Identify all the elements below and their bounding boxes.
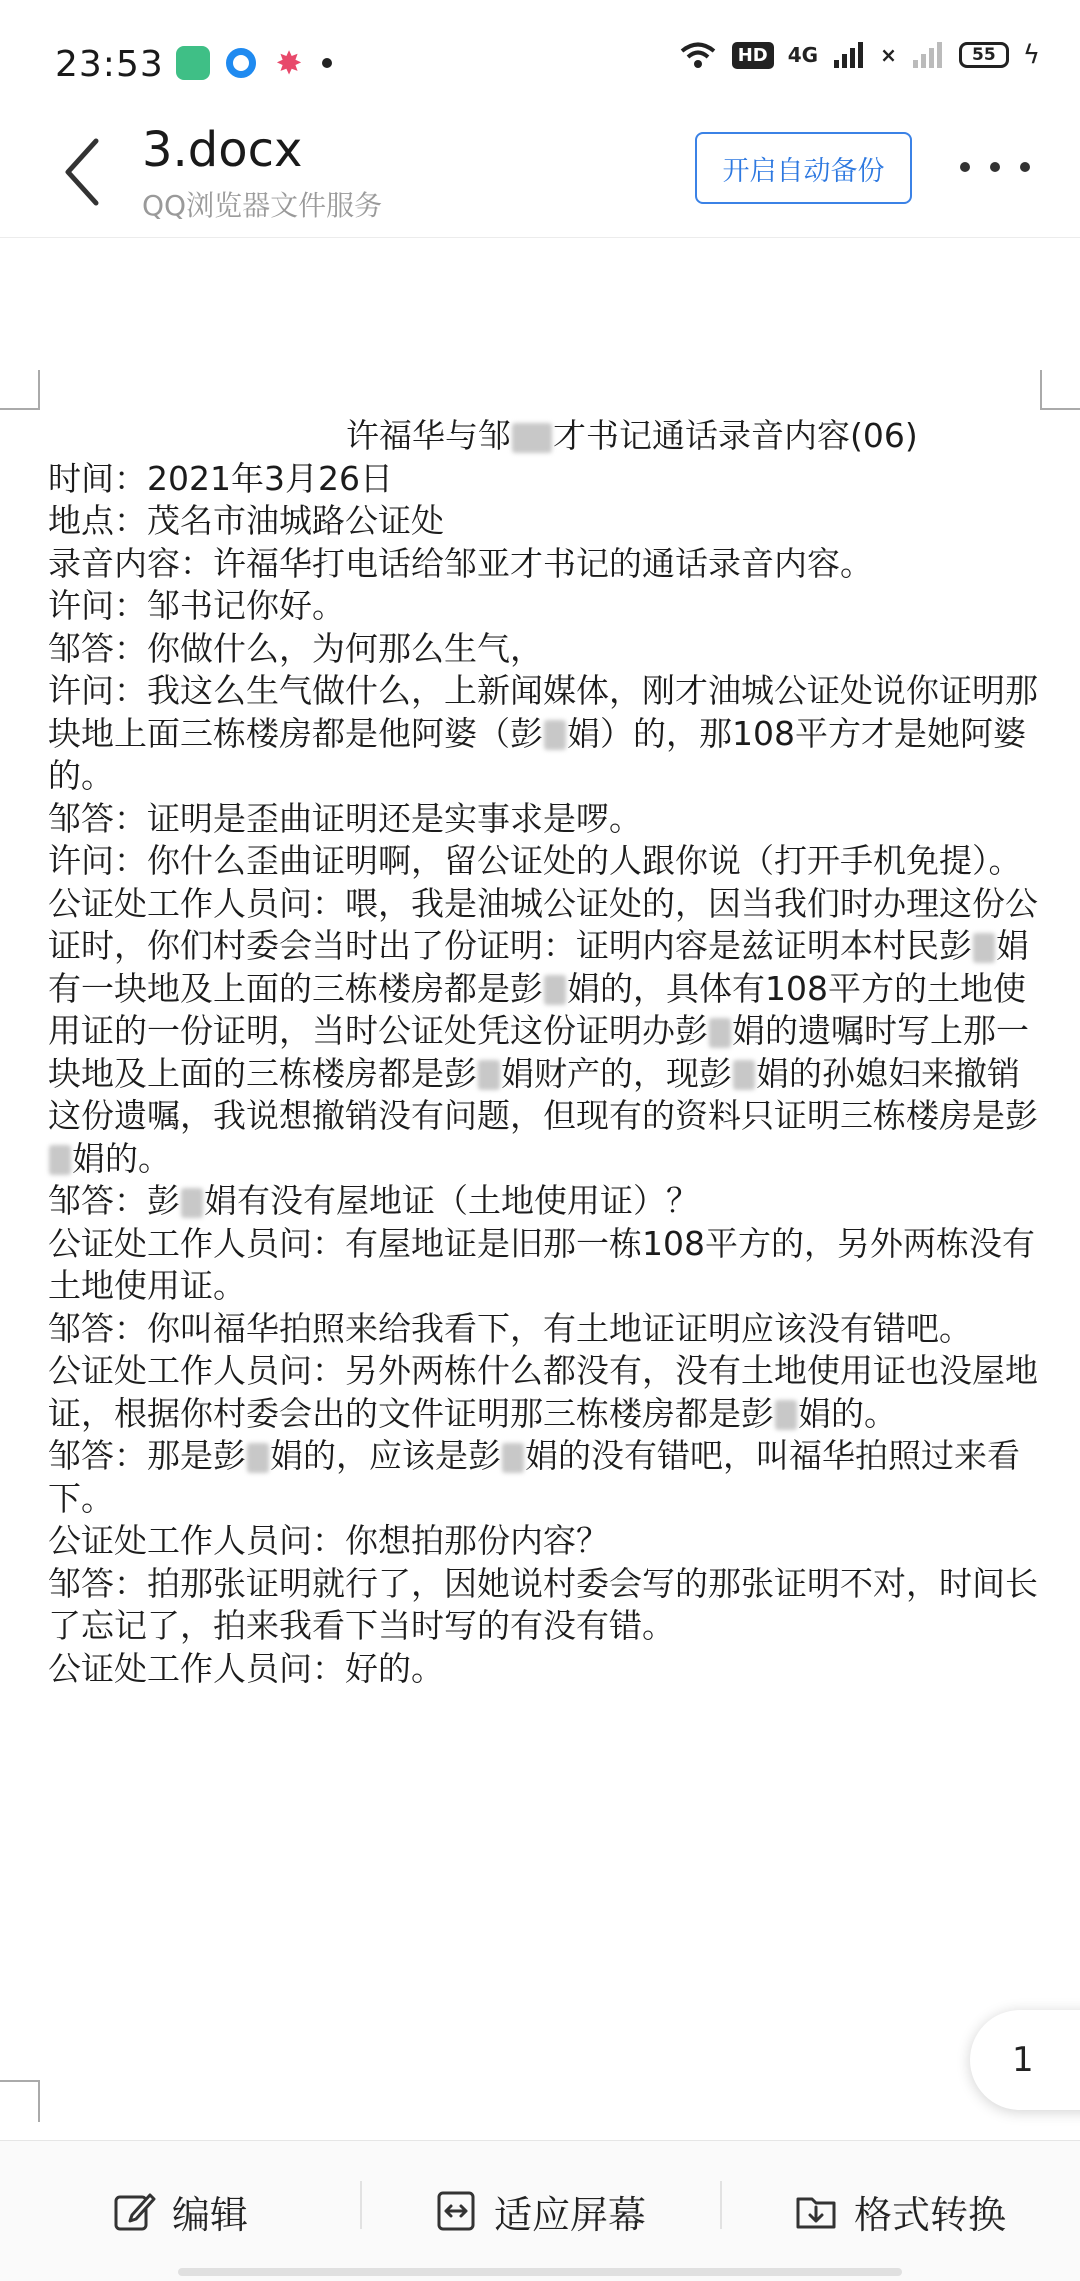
document-paragraph: 邹答：你做什么，为何那么生气， [48,628,543,668]
document-paragraph: 许问：我这么生气做什么，上新闻媒体，刚才油城公证处说你证明那块地上面三栋楼房都是他阿婆（彭 娟）的，那108平方才是她阿婆的。 [48,671,1038,795]
fit-screen-button[interactable] [360,2141,720,2281]
edit-label: 编辑 [171,2192,248,2237]
chevron-left-icon [62,137,102,207]
convert-format-label: 格式转换 [853,2192,1006,2237]
battery-icon: 55 [959,42,1009,68]
bottom-toolbar [0,2140,1080,2281]
page-corner-mark [0,2080,40,2122]
star-app-icon: ✸ [275,44,303,82]
more-dot-icon [990,162,1000,172]
document-paragraph: 邹答：那是彭 娟的，应该是彭 娟的没有错吧，叫福华拍照过来看下。 [48,1436,1020,1518]
wifi-icon [678,40,718,70]
document-paragraph: 邹答：彭 娟有没有屋地证（土地使用证）？ [48,1181,699,1220]
document-text [48,458,1048,1691]
document-paragraph: 公证处工作人员问：另外两栋什么都没有，没有土地使用证也没屋地证，根据你村委会出的文件证明那三栋楼房都是彭 娟的。 [48,1351,1038,1433]
document-paragraph: 公证处工作人员问：好的。 [48,1648,444,1688]
document-paragraph: 公证处工作人员问：有屋地证是旧那一栋108平方的，另外两栋没有土地使用证。 [48,1223,1035,1305]
document-heading [48,415,1048,458]
page-corner-mark [0,370,40,410]
more-dot-icon [1020,162,1030,172]
document-paragraph: 公证处工作人员问：喂，我是油城公证处的，因当我们时办理这份公证时，你们村委会当时出了份证明：证明内容是兹证明本村民彭 娟有一块地及上面的三栋楼房都是彭 娟的，具体有108平方的土地使用证的一份证明，当时公证处凭这份证明办彭 娟的遗嘱时写上那一块地及上面的三栋楼房都是彭 娟财产的，现彭 娟的孙媳妇来撤销这份遗嘱，我说想撤销没有问题，但现有的资料只证明三栋楼房是彭娟的。 [48,883,1038,1178]
back-button[interactable] [52,132,112,212]
document-paragraph: 录音内容：许福华打电话给邹亚才书记的通话录音内容。 [48,543,873,583]
redaction-mark [544,975,566,1005]
convert-format-button[interactable] [720,2141,1080,2281]
signal-weak-icon [911,40,945,70]
page-corner-mark [1040,370,1080,410]
edit-button[interactable] [0,2141,360,2281]
document-source: QQ浏览器文件服务 [142,189,383,222]
document-paragraph: 许问：邹书记你好。 [48,586,345,625]
more-dot-icon [960,162,970,172]
app-bar [0,112,1080,238]
redaction-mark [512,423,552,453]
redaction-mark [709,1018,731,1048]
status-indicators [678,40,1040,70]
browser-notification-icon [226,48,256,78]
document-paragraph: 邹答：拍那张证明就行了，因她说村委会写的那张证明不对，时间长了忘记了，拍来我看下当时写的有没有错。 [48,1563,1038,1645]
redaction-mark [775,1400,797,1430]
document-page[interactable] [48,415,1048,1690]
gesture-bar [178,2268,902,2276]
document-paragraph: 公证处工作人员问：你想拍那份内容？ [48,1521,609,1560]
signal-strength-icon [832,40,866,70]
document-paragraph: 许问：你什么歪曲证明啊，留公证处的人跟你说（打开手机免提）。 [48,841,1022,880]
status-time: 23:53 [55,44,164,85]
heading-text: 才书记通话录音内容(06) [553,416,918,455]
redaction-mark [478,1060,500,1090]
hd-voice-icon: HD [732,42,774,69]
auto-backup-button[interactable]: 开启自动备份 [695,132,912,204]
more-options-button[interactable] [960,147,1030,187]
document-paragraph: 时间：2021年3月26日 [48,458,393,498]
signal-2-label: × [880,43,897,67]
redaction-mark [181,1188,203,1218]
document-title: 3.docx [142,122,303,178]
document-paragraph: 邹答：证明是歪曲证明还是实事求是啰。 [48,798,642,838]
heading-text: 许福华与邹 [346,416,511,455]
redaction-mark [49,1145,71,1175]
edit-icon [112,2189,156,2233]
folder-download-icon [794,2189,838,2233]
fit-screen-icon [434,2189,478,2233]
signal-4g-label: 4G [787,43,819,67]
document-paragraph: 邹答：你叫福华拍照来给我看下，有土地证证明应该没有错吧。 [48,1308,972,1348]
charging-icon: ϟ [1022,40,1040,70]
app-notification-icon [176,46,210,80]
notification-icons [176,46,332,80]
fit-screen-label: 适应屏幕 [493,2192,646,2237]
redaction-mark [544,720,566,750]
redaction-mark [973,933,995,963]
redaction-mark [247,1443,269,1473]
redaction-mark [733,1060,755,1090]
page-number-indicator[interactable]: 1 [970,2010,1080,2110]
redaction-mark [502,1443,524,1473]
status-bar [0,0,1080,130]
document-paragraph: 地点：茂名市油城路公证处 [48,501,444,540]
more-notifications-dot [322,58,332,68]
